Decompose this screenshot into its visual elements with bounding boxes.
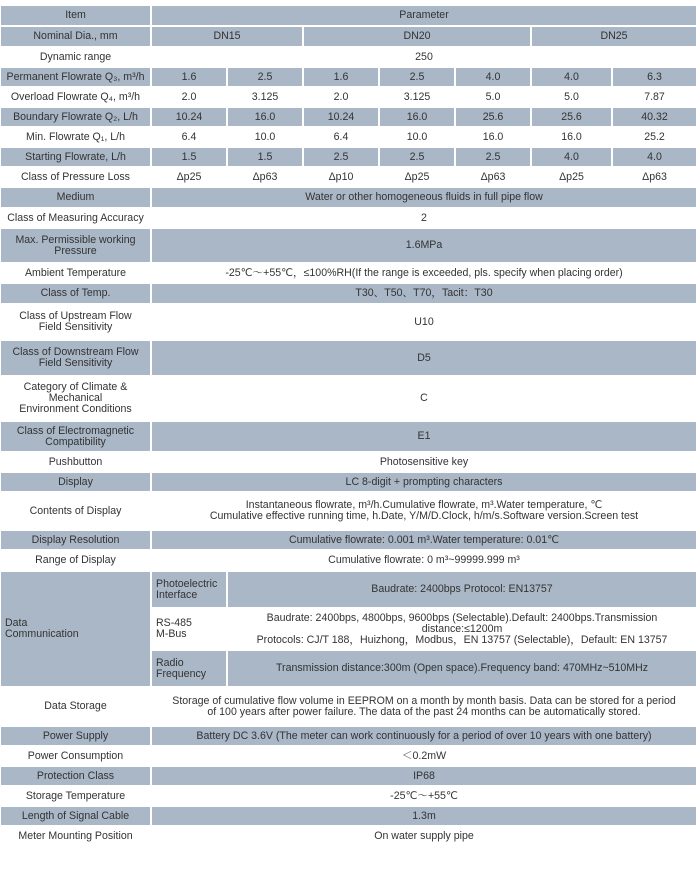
- flow-value: 5.0: [532, 88, 613, 108]
- flow-value: 5.0: [456, 88, 532, 108]
- flow-value: Δp25: [152, 168, 228, 188]
- flow-value: 2.0: [304, 88, 380, 108]
- flow-value: 2.5: [228, 68, 304, 88]
- spec-row: [1, 264, 698, 284]
- flow-value: 3.125: [228, 88, 304, 108]
- dynamic-range-value: 250: [152, 48, 698, 68]
- spec-value: Instantaneous flowrate, m³/h.Cumulative flowrate, m³.Water temperature, ℃ Cumulative effective running time, h.Date, Y/M/D.Clock, h/m/s.Software version.Screen test: [152, 493, 698, 531]
- spec-label: Pushbutton: [1, 453, 152, 473]
- spec-row: [1, 209, 698, 229]
- flow-value: 2.5: [380, 68, 456, 88]
- flow-value: 25.2: [613, 128, 698, 148]
- spec-value: LC 8-digit + prompting characters: [152, 473, 698, 493]
- spec-value: C: [152, 377, 698, 422]
- flow-row: [1, 108, 698, 128]
- data-comm-sub-label: Photoelectric Interface: [152, 572, 228, 609]
- flow-value: 6.4: [304, 128, 380, 148]
- flow-label: Boundary Flowrate Q₂, L/h: [1, 108, 152, 128]
- spec-value: Cumulative flowrate: 0 m³~99999.999 m³: [152, 551, 698, 572]
- header-item: Item: [1, 6, 152, 27]
- spec-value: Battery DC 3.6V (The meter can work continuously for a period of over 10 years with one battery): [152, 727, 698, 747]
- spec-label: Power Consumption: [1, 747, 152, 767]
- dynamic-range-label: Dynamic range: [1, 48, 152, 68]
- flow-row: [1, 128, 698, 148]
- spec-row: [1, 473, 698, 493]
- spec-label: Power Supply: [1, 727, 152, 747]
- flow-label: Permanent Flowrate Q₃, m³/h: [1, 68, 152, 88]
- data-comm-value: Transmission distance:300m (Open space).Frequency band: 470MHz~510MHz: [228, 651, 698, 688]
- spec-label: Max. Permissible working Pressure: [1, 229, 152, 264]
- spec-label: Category of Climate & Mechanical Environment Conditions: [1, 377, 152, 422]
- nominal-dn15: DN15: [152, 27, 304, 48]
- spec-label: Class of Measuring Accuracy: [1, 209, 152, 229]
- flow-value: Δp25: [532, 168, 613, 188]
- spec-value: Water or other homogeneous fluids in full pipe flow: [152, 188, 698, 209]
- flow-value: 4.0: [456, 68, 532, 88]
- flow-value: 6.4: [152, 128, 228, 148]
- data-comm-sub-label: Radio Frequency: [152, 651, 228, 688]
- spec-row: [1, 305, 698, 341]
- spec-value: 2: [152, 209, 698, 229]
- spec-row: [1, 377, 698, 422]
- spec-label: Ambient Temperature: [1, 264, 152, 284]
- spec-label: Class of Upstream Flow Field Sensitivity: [1, 305, 152, 341]
- flow-value: 10.24: [152, 108, 228, 128]
- flow-value: 10.0: [380, 128, 456, 148]
- spec-label: Meter Mounting Position: [1, 827, 152, 848]
- flow-label: Overload Flowrate Q₄, m³/h: [1, 88, 152, 108]
- spec-label: Data Storage: [1, 688, 152, 727]
- spec-label: Class of Temp.: [1, 284, 152, 305]
- spec-row: [1, 284, 698, 305]
- flow-value: 16.0: [456, 128, 532, 148]
- flow-value: 1.5: [152, 148, 228, 168]
- spec-value: Cumulative flowrate: 0.001 m³.Water temperature: 0.01℃: [152, 531, 698, 551]
- spec-row: [1, 341, 698, 377]
- flow-value: 10.24: [304, 108, 380, 128]
- data-comm-row: [1, 572, 698, 609]
- data-comm-value: Baudrate: 2400bps Protocol: EN13757: [228, 572, 698, 609]
- spec-value: ＜0.2mW: [152, 747, 698, 767]
- nominal-dn20: DN20: [304, 27, 532, 48]
- spec-row: [1, 188, 698, 209]
- flow-value: Δp63: [613, 168, 698, 188]
- spec-table: [1, 6, 698, 848]
- nominal-label: Nominal Dia., mm: [1, 27, 152, 48]
- flow-label: Class of Pressure Loss: [1, 168, 152, 188]
- spec-row: [1, 551, 698, 572]
- spec-row: [1, 767, 698, 787]
- flow-value: Δp10: [304, 168, 380, 188]
- spec-label: Class of Downstream Flow Field Sensitivity: [1, 341, 152, 377]
- spec-value: T30、T50、T70，Tacit：T30: [152, 284, 698, 305]
- flow-value: 10.0: [228, 128, 304, 148]
- flow-value: 16.0: [532, 128, 613, 148]
- flow-row: [1, 168, 698, 188]
- flow-label: Starting Flowrate, L/h: [1, 148, 152, 168]
- data-comm-value: Baudrate: 2400bps, 4800bps, 9600bps (Selectable).Default: 2400bps.Transmission distance:≤1200m Protocols: CJ/T 188，Huizhong，Modbus，EN 13757 (Selectable)，Default: EN 13757: [228, 609, 698, 651]
- spec-value: E1: [152, 422, 698, 453]
- nominal-row: [1, 27, 698, 48]
- flow-value: 2.0: [152, 88, 228, 108]
- flow-value: 16.0: [380, 108, 456, 128]
- spec-value: 1.6MPa: [152, 229, 698, 264]
- spec-value: On water supply pipe: [152, 827, 698, 848]
- flow-row: [1, 148, 698, 168]
- spec-label: Protection Class: [1, 767, 152, 787]
- spec-row: [1, 422, 698, 453]
- flow-value: Δp63: [456, 168, 532, 188]
- spec-value: Photosensitive key: [152, 453, 698, 473]
- spec-row: [1, 827, 698, 848]
- spec-row: [1, 787, 698, 807]
- spec-value: D5: [152, 341, 698, 377]
- flow-value: 4.0: [532, 68, 613, 88]
- spec-value: Storage of cumulative flow volume in EEPROM on a month by month basis. Data can be stored for a period of 100 years after power failure. The data of the past 24 months can be automatically stored.: [152, 688, 698, 727]
- flow-value: 25.6: [456, 108, 532, 128]
- spec-row: [1, 453, 698, 473]
- spec-row: [1, 229, 698, 264]
- flow-value: Δp63: [228, 168, 304, 188]
- spec-row: [1, 688, 698, 727]
- flow-value: 1.6: [152, 68, 228, 88]
- spec-label: Display: [1, 473, 152, 493]
- flow-value: 1.6: [304, 68, 380, 88]
- flow-value: 4.0: [613, 148, 698, 168]
- spec-value: IP68: [152, 767, 698, 787]
- spec-value: -25℃～+55℃，≤100%RH(If the range is exceeded, pls. specify when placing order): [152, 264, 698, 284]
- spec-row: [1, 727, 698, 747]
- flow-value: 6.3: [613, 68, 698, 88]
- flow-label: Min. Flowrate Q₁, L/h: [1, 128, 152, 148]
- spec-row: [1, 747, 698, 767]
- flow-value: 25.6: [532, 108, 613, 128]
- spec-label: Contents of Display: [1, 493, 152, 531]
- spec-value: -25℃～+55℃: [152, 787, 698, 807]
- flow-value: 2.5: [456, 148, 532, 168]
- flow-value: 4.0: [532, 148, 613, 168]
- spec-label: Storage Temperature: [1, 787, 152, 807]
- spec-label: Medium: [1, 188, 152, 209]
- flow-value: 1.5: [228, 148, 304, 168]
- flow-value: Δp25: [380, 168, 456, 188]
- spec-label: Length of Signal Cable: [1, 807, 152, 827]
- nominal-dn25: DN25: [532, 27, 698, 48]
- spec-row: [1, 531, 698, 551]
- data-comm-sub-label: RS-485 M-Bus: [152, 609, 228, 651]
- flow-value: 16.0: [228, 108, 304, 128]
- spec-label: Class of Electromagnetic Compatibility: [1, 422, 152, 453]
- flow-value: 3.125: [380, 88, 456, 108]
- flow-value: 2.5: [304, 148, 380, 168]
- spec-value: 1.3m: [152, 807, 698, 827]
- dynamic-range-row: [1, 48, 698, 68]
- flow-value: 40.32: [613, 108, 698, 128]
- flow-row: [1, 88, 698, 108]
- header-parameter: Parameter: [152, 6, 698, 27]
- spec-value: U10: [152, 305, 698, 341]
- spec-label: Range of Display: [1, 551, 152, 572]
- data-comm-label: Data Communication: [1, 572, 152, 688]
- spec-row: [1, 807, 698, 827]
- spec-row: [1, 493, 698, 531]
- flow-row: [1, 68, 698, 88]
- spec-label: Display Resolution: [1, 531, 152, 551]
- flow-value: 2.5: [380, 148, 456, 168]
- header-row: [1, 6, 698, 27]
- flow-value: 7.87: [613, 88, 698, 108]
